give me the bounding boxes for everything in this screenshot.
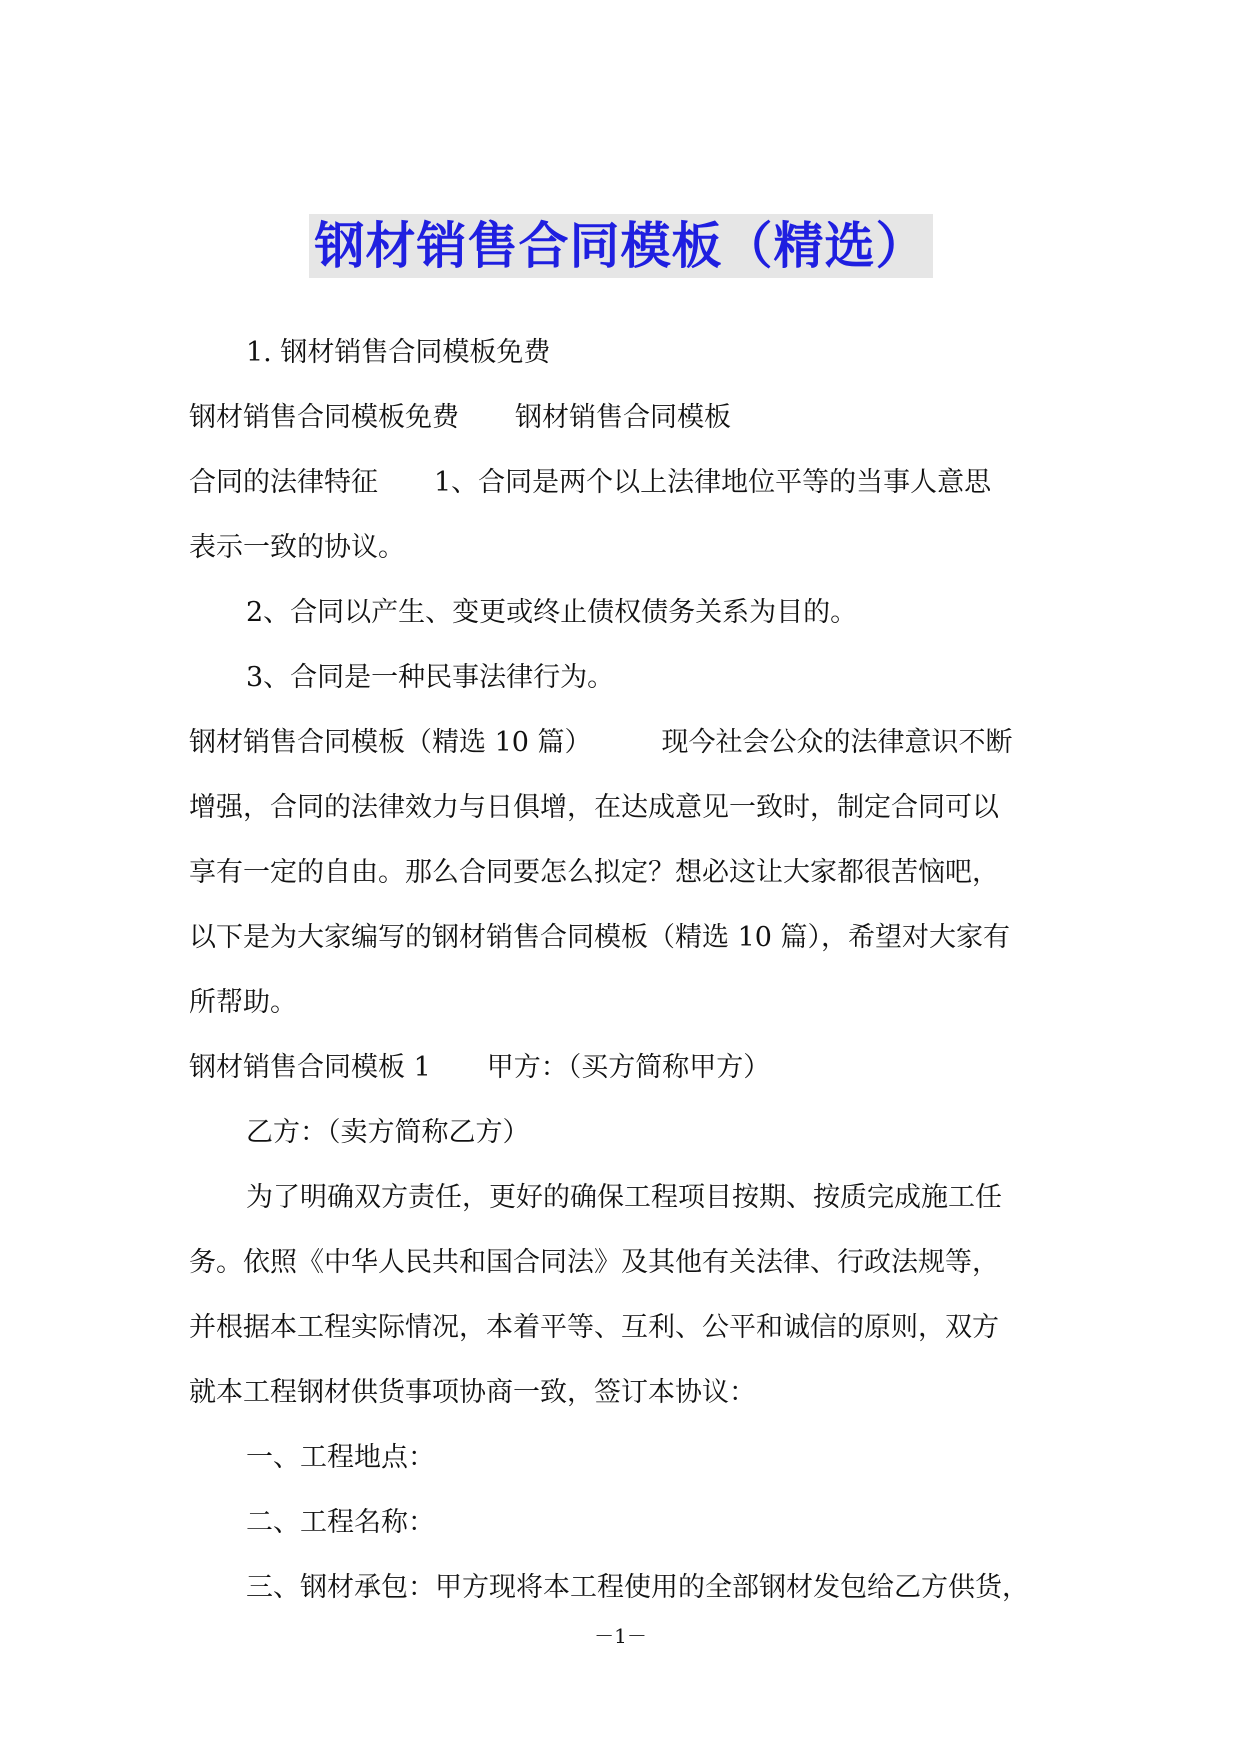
page-number: －1－ [594,1624,647,1648]
paragraph-line [189,1165,1059,1230]
text-line: 一、工程地点： [246,1442,435,1473]
text-line: 甲方：（买方简称甲方） [486,1052,771,1083]
paragraph-line [189,515,1059,580]
text-line: 为了明确双方责任，更好的确保工程项目按期、按质完成施工任 [246,1182,1002,1213]
paragraph-line [189,775,1059,840]
text-line: 乙方：（卖方简称乙方） [246,1117,530,1148]
text-line: 就本工程钢材供货事项协商一致，签订本协议： [189,1377,756,1408]
text-line: 3、合同是一种民事法律行为。 [246,662,615,693]
paragraph-line [189,645,1059,710]
paragraph-line [189,385,1059,450]
text-line: 表示一致的协议。 [189,532,405,563]
paragraph-line [189,1295,1059,1360]
paragraph-line [189,1555,1059,1620]
paragraph-line [189,1230,1059,1295]
text-line: 合同的法律特征 [189,467,378,498]
text-line: 享有一定的自由。那么合同要怎么拟定？想必这让大家都很苦恼吧， [189,857,999,888]
text-line: 钢材销售合同模板 1 [189,1052,431,1083]
paragraph-line [189,970,1059,1035]
paragraph-line [189,450,1059,515]
document-title: 钢材销售合同模板（精选） [309,214,933,278]
paragraph-line [189,1035,1059,1100]
text-line: 增强，合同的法律效力与日俱增，在达成意见一致时，制定合同可以 [189,792,999,823]
text-line: 1. 钢材销售合同模板免费 [246,337,551,368]
paragraph-line [189,1425,1059,1490]
paragraph-line [189,710,1059,775]
text-line: 钢材销售合同模板免费 [189,402,459,433]
title-container [0,214,1241,278]
paragraph-line [189,905,1059,970]
paragraph-line [189,580,1059,645]
text-line: 现今社会公众的法律意识不断 [661,727,1013,758]
paragraph-line [189,1490,1059,1555]
paragraph-line [189,840,1059,905]
text-line: 钢材销售合同模板（精选 10 篇） [189,727,592,758]
text-line: 钢材销售合同模板 [515,402,731,433]
text-line: 2、合同以产生、变更或终止债权债务关系为目的。 [246,597,858,628]
text-line: 所帮助。 [189,987,297,1018]
section-heading [189,320,1059,385]
text-line: 并根据本工程实际情况，本着平等、互利、公平和诚信的原则，双方 [189,1312,999,1343]
document-body [189,320,1059,1620]
text-line: 务。依照《中华人民共和国合同法》及其他有关法律、行政法规等， [189,1247,999,1278]
paragraph-line [189,1100,1059,1165]
text-line: 1、合同是两个以上法律地位平等的当事人意思 [434,467,992,498]
text-line: 二、工程名称： [246,1507,435,1538]
text-line: 以下是为大家编写的钢材销售合同模板（精选 10 篇），希望对大家有 [189,922,1011,953]
paragraph-line [189,1360,1059,1425]
text-line: 三、钢材承包：甲方现将本工程使用的全部钢材发包给乙方供货， [246,1572,1029,1603]
